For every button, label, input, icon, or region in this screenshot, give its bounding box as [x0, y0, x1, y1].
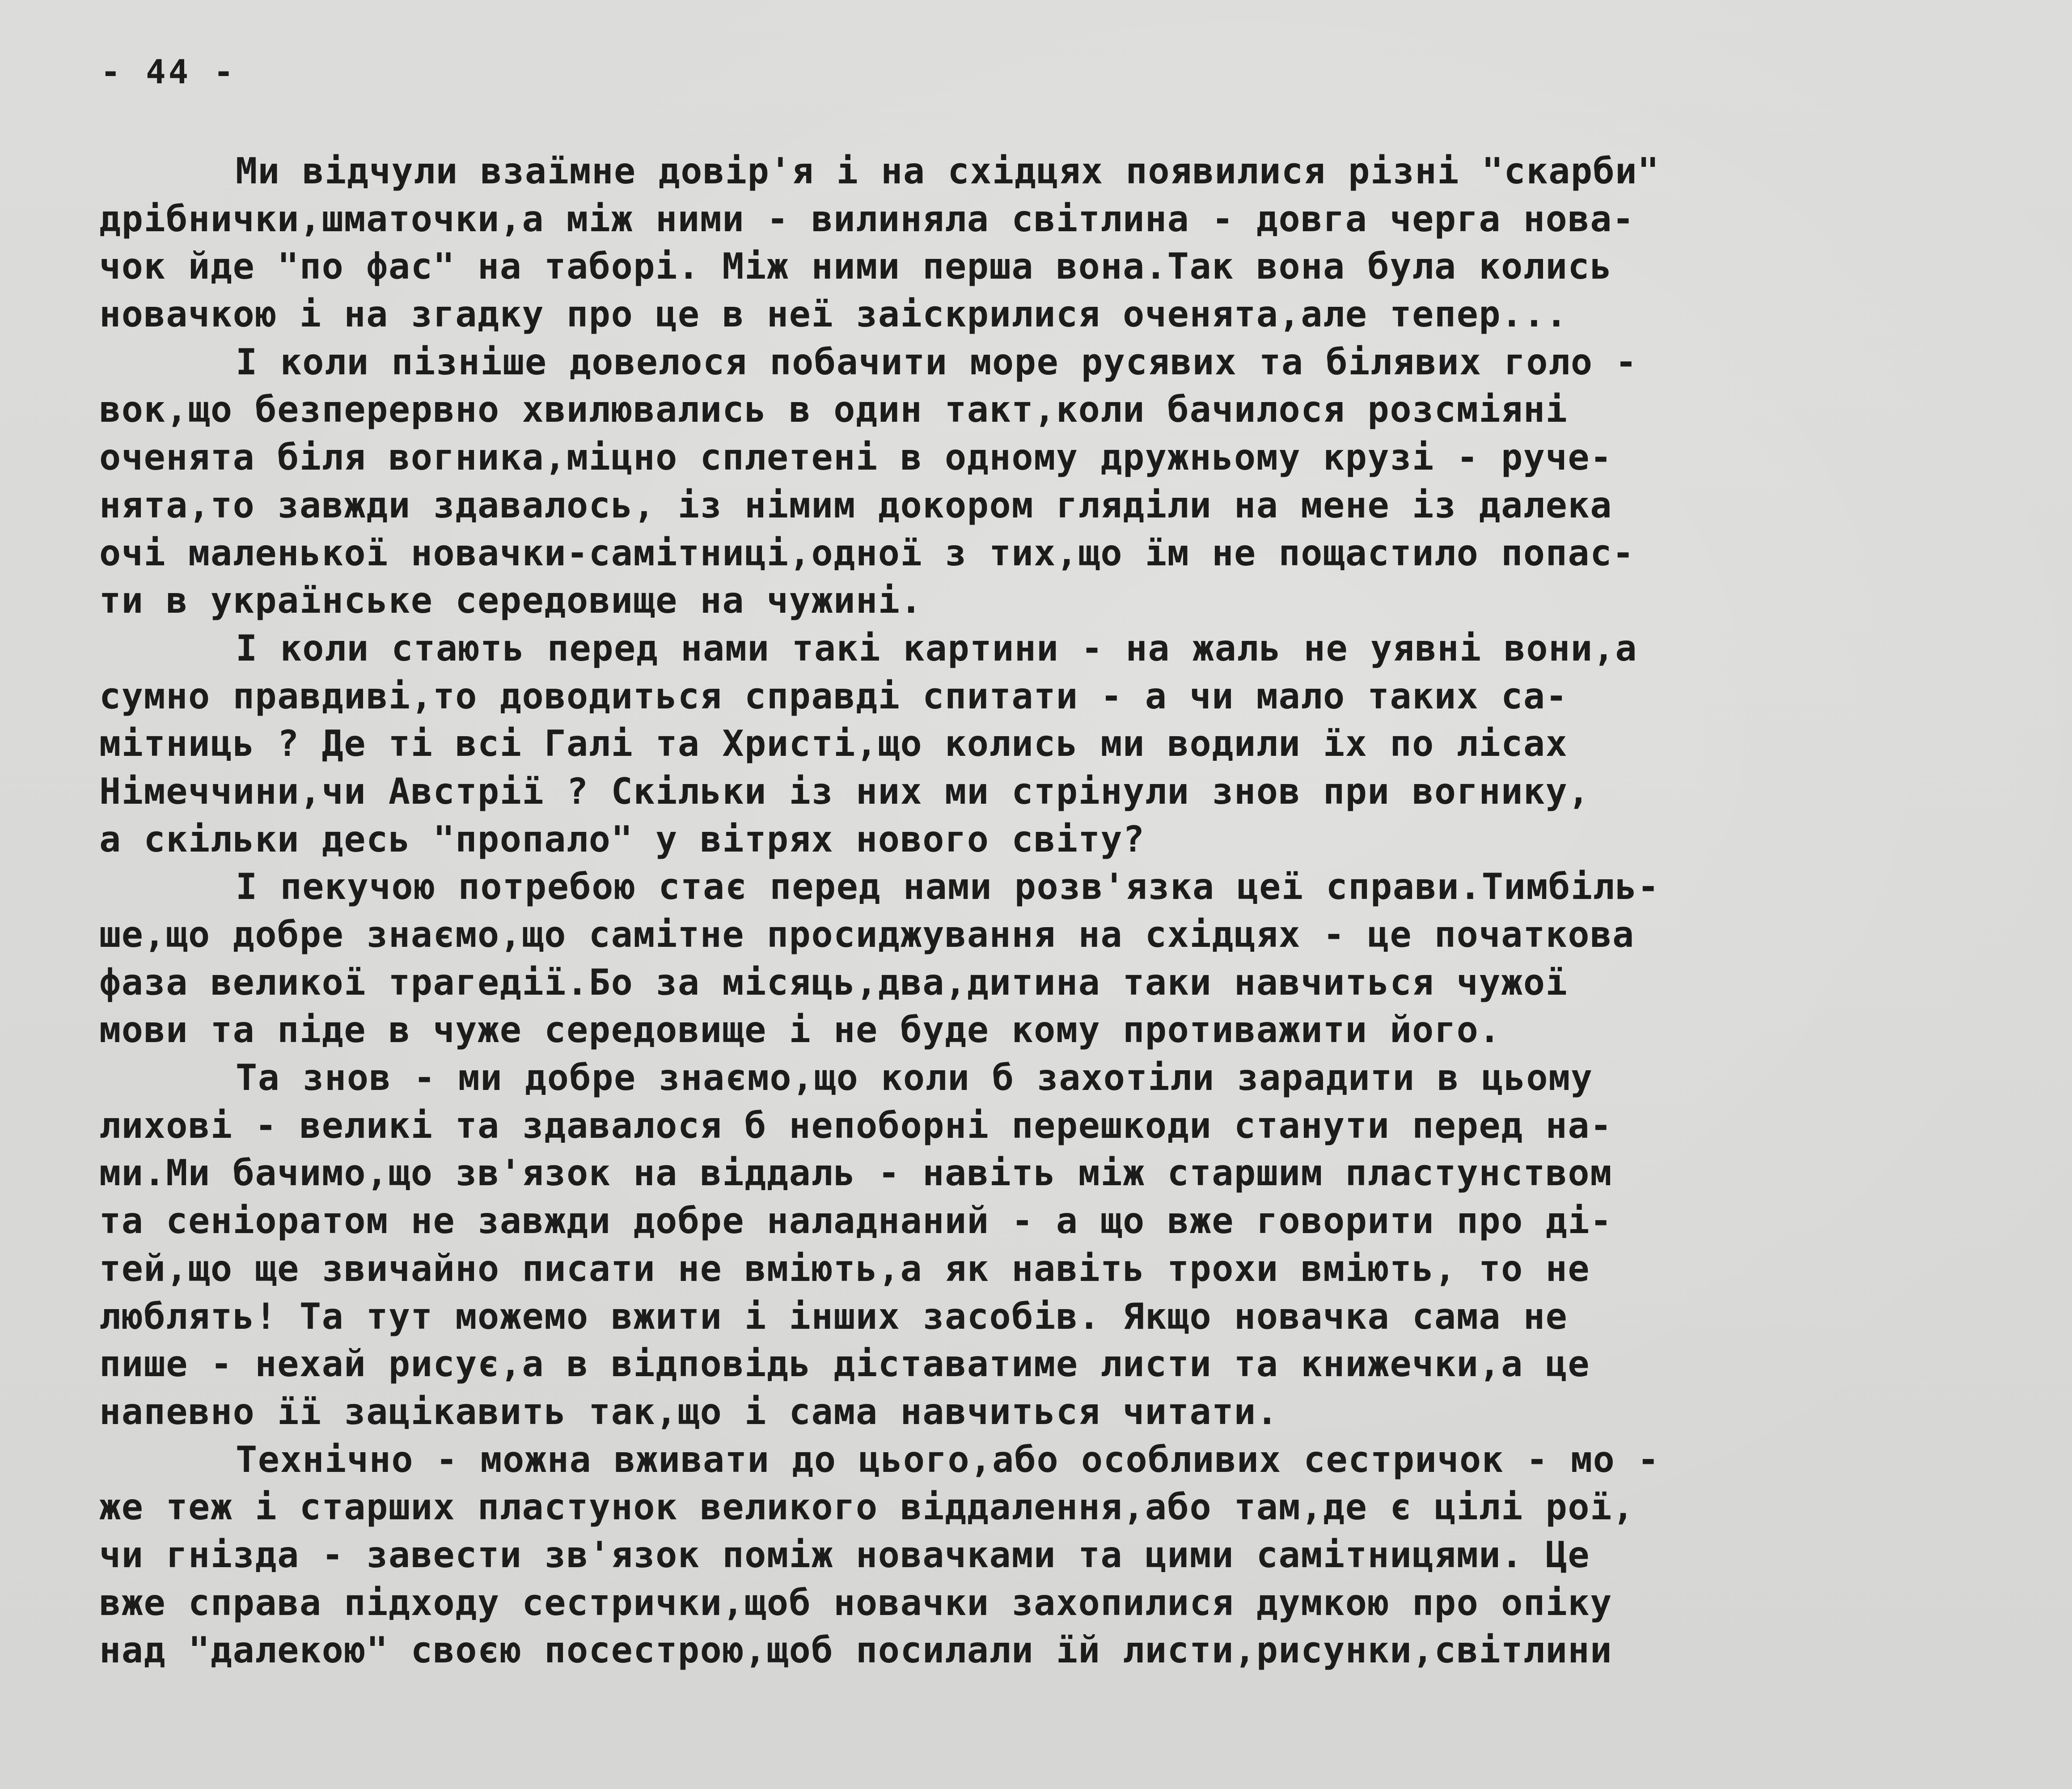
text-line: оченята біля вогника,міцно сплетені в одному дружньому крузі - руче-: [99, 437, 1612, 479]
body-text: [99, 148, 1995, 1675]
text-line: нята,то завжди здавалось, із німим докором гляділи на мене із далека: [99, 484, 1612, 526]
text-line: Та знов - ми добре знаємо,що коли б захотіли зарадити в цьому: [236, 1057, 1593, 1099]
text-line: Технічно - можна вживати до цього,або особливих сестричок - мо -: [236, 1438, 1660, 1480]
text-line: сумно правдиві,то доводиться справді спитати - а чи мало таких са-: [99, 675, 1568, 717]
text-line: ти в українське середовище на чужині.: [99, 580, 923, 622]
text-line: новачкою і на згадку про це в неї заіскрилися оченята,але тепер...: [99, 293, 1568, 335]
text-line: над "далекою" своєю посестрою,щоб посилали їй листи,рисунки,світлини: [99, 1629, 1612, 1671]
text-line: тей,що ще звичайно писати не вміють,а як навіть трохи вміють, то не: [99, 1247, 1590, 1289]
text-line: а скільки десь "пропало" у вітрях нового світу?: [99, 818, 1145, 860]
text-line: же теж і старших пластунок великого віддалення,або там,де є цілі рої,: [99, 1486, 1635, 1528]
text-line: вже справа підходу сестрички,щоб новачки захопилися думкою про опіку: [99, 1581, 1612, 1624]
text-line: напевно її зацікавить так,що і сама навчиться читати.: [99, 1391, 1279, 1433]
text-line: вок,що безперервно хвилювались в один такт,коли бачилося розсміяні: [99, 389, 1568, 431]
text-line: люблять! Та тут можемо вжити і інших засобів. Якщо новачка сама не: [99, 1295, 1568, 1337]
text-line: пише - нехай рисує,а в відповідь діставатиме листи та книжечки,а це: [99, 1343, 1590, 1385]
text-line: І пекучою потребою стає перед нами розв'язка цеї справи.Тимбіль-: [236, 866, 1660, 908]
text-line: Німеччини,чи Австрії ? Скільки із них ми стрінули знов при вогнику,: [99, 770, 1590, 812]
text-line: ше,що добре знаємо,що самітне просиджування на східцях - це початкова: [99, 914, 1635, 955]
text-line: мови та піде в чуже середовище і не буде кому противажити його.: [99, 1009, 1501, 1051]
text-line: І коли пізніше довелося побачити море русявих та білявих голо -: [236, 341, 1638, 383]
text-line: чи гнізда - завести зв'язок поміж новачками та цими самітницями. Це: [99, 1534, 1590, 1576]
text-line: мітниць ? Де ті всі Галі та Христі,що колись ми водили їх по лісах: [99, 723, 1568, 765]
text-line: лихові - великі та здавалося б непоборні перешкоди станути перед на-: [99, 1104, 1612, 1146]
text-line: дрібнички,шматочки,а між ними - вилиняла світлина - довга черга нова-: [99, 198, 1635, 240]
page-number: - 44 -: [101, 53, 237, 91]
text-line: очі маленької новачки-самітниці,одної з тих,що їм не пощастило попас-: [99, 532, 1635, 574]
text-line: Ми відчули взаїмне довір'я і на східцях появилися різні "скарби": [236, 150, 1660, 192]
text-line: фаза великої трагедії.Бо за місяць,два,дитина таки навчиться чужої: [99, 961, 1568, 1003]
text-line: чок йде "по фас" на таборі. Між ними перша вона.Так вона була колись: [99, 246, 1612, 288]
text-line: І коли стають перед нами такі картини - на жаль не уявні вони,а: [236, 627, 1638, 669]
text-line: ми.Ми бачимо,що зв'язок на віддаль - навіть між старшим пластунством: [99, 1152, 1612, 1194]
text-line: та сеніоратом не завжди добре наладнаний - а що вже говорити про ді-: [99, 1200, 1612, 1242]
